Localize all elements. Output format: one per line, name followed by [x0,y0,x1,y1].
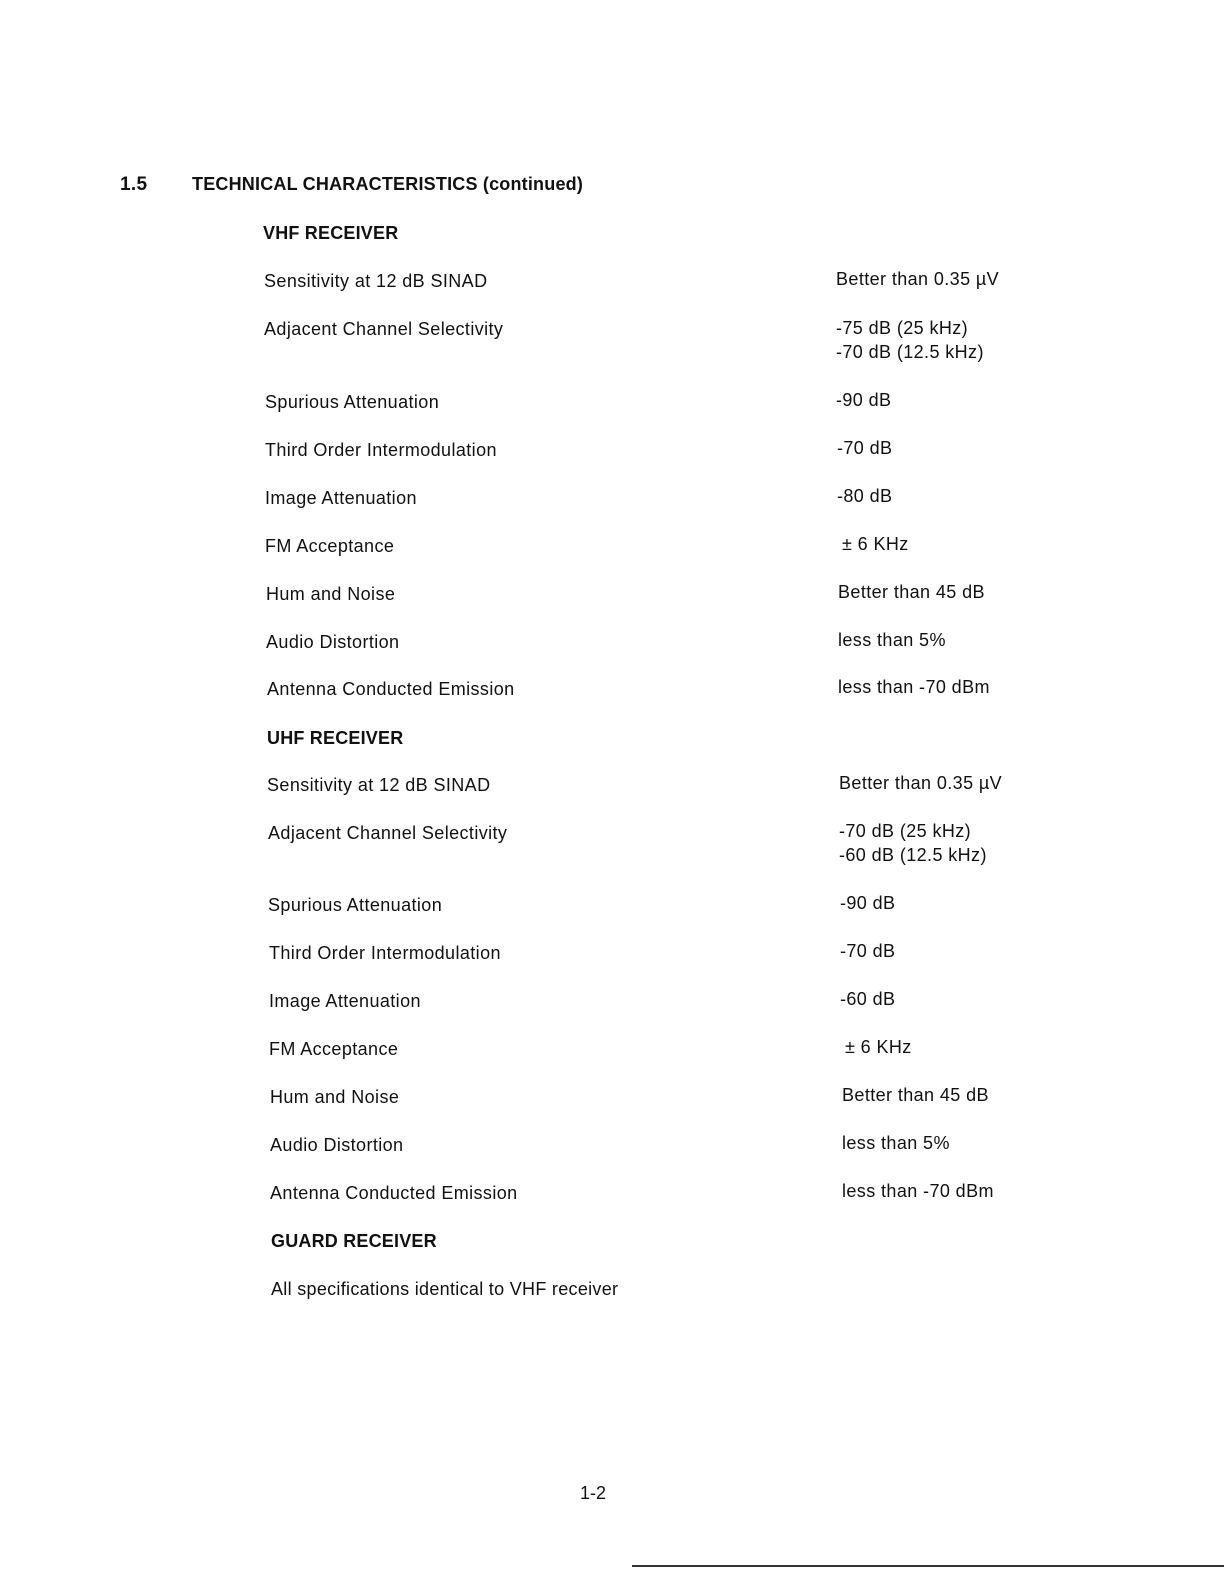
section-title: TECHNICAL CHARACTERISTICS (continued) [192,174,584,194]
vhf-spec-value: ± 6 KHz [842,534,909,554]
uhf-spec-value: Better than 0.35 µV [839,773,1003,793]
vhf-spec-label: Sensitivity at 12 dB SINAD [264,271,488,291]
uhf-spec-value: less than -70 dBm [842,1181,994,1201]
uhf-spec-label: Image Attenuation [269,991,421,1011]
vhf-spec-value: Better than 0.35 µV [836,269,1000,289]
uhf-spec-value: -90 dB [840,893,896,913]
vhf-spec-label: FM Acceptance [265,536,395,556]
uhf-spec-value: less than 5% [842,1133,950,1153]
uhf-spec-label: Hum and Noise [270,1087,400,1107]
uhf-spec-value: ± 6 KHz [845,1037,912,1057]
uhf-spec-value: Better than 45 dB [842,1085,989,1105]
page-number: 1-2 [580,1483,607,1503]
uhf-spec-value: -70 dB (25 kHz) -60 dB (12.5 kHz) [839,821,987,865]
vhf-spec-label: Audio Distortion [266,632,400,652]
vhf-spec-label: Image Attenuation [265,488,417,508]
vhf-spec-label: Hum and Noise [266,584,396,604]
vhf-spec-label: Spurious Attenuation [265,392,440,412]
vhf-spec-value: less than -70 dBm [838,677,990,697]
uhf-receiver-heading: UHF RECEIVER [267,728,404,748]
vhf-spec-value: -70 dB [837,438,893,458]
section-number: 1.5 [120,174,148,195]
uhf-spec-label: Antenna Conducted Emission [270,1183,518,1203]
vhf-spec-label: Antenna Conducted Emission [267,679,515,699]
uhf-spec-label: Third Order Intermodulation [269,943,501,963]
uhf-spec-label: FM Acceptance [269,1039,399,1059]
guard-receiver-heading: GUARD RECEIVER [271,1231,437,1251]
vhf-spec-value: Better than 45 dB [838,582,985,602]
uhf-spec-value: -70 dB [840,941,896,961]
vhf-spec-value: -90 dB [836,390,892,410]
vhf-spec-label: Adjacent Channel Selectivity [264,319,504,339]
uhf-spec-label: Adjacent Channel Selectivity [268,823,508,843]
vhf-receiver-heading: VHF RECEIVER [263,223,399,243]
uhf-spec-value: -60 dB [840,989,896,1009]
uhf-spec-label: Spurious Attenuation [268,895,443,915]
uhf-spec-label: Audio Distortion [270,1135,404,1155]
bottom-rule [632,1565,1224,1567]
guard-receiver-note: All specifications identical to VHF receiver [271,1279,619,1299]
vhf-spec-value: -75 dB (25 kHz) -70 dB (12.5 kHz) [836,318,984,362]
vhf-spec-value: less than 5% [838,630,946,650]
vhf-spec-value: -80 dB [837,486,893,506]
vhf-spec-label: Third Order Intermodulation [265,440,497,460]
uhf-spec-label: Sensitivity at 12 dB SINAD [267,775,491,795]
